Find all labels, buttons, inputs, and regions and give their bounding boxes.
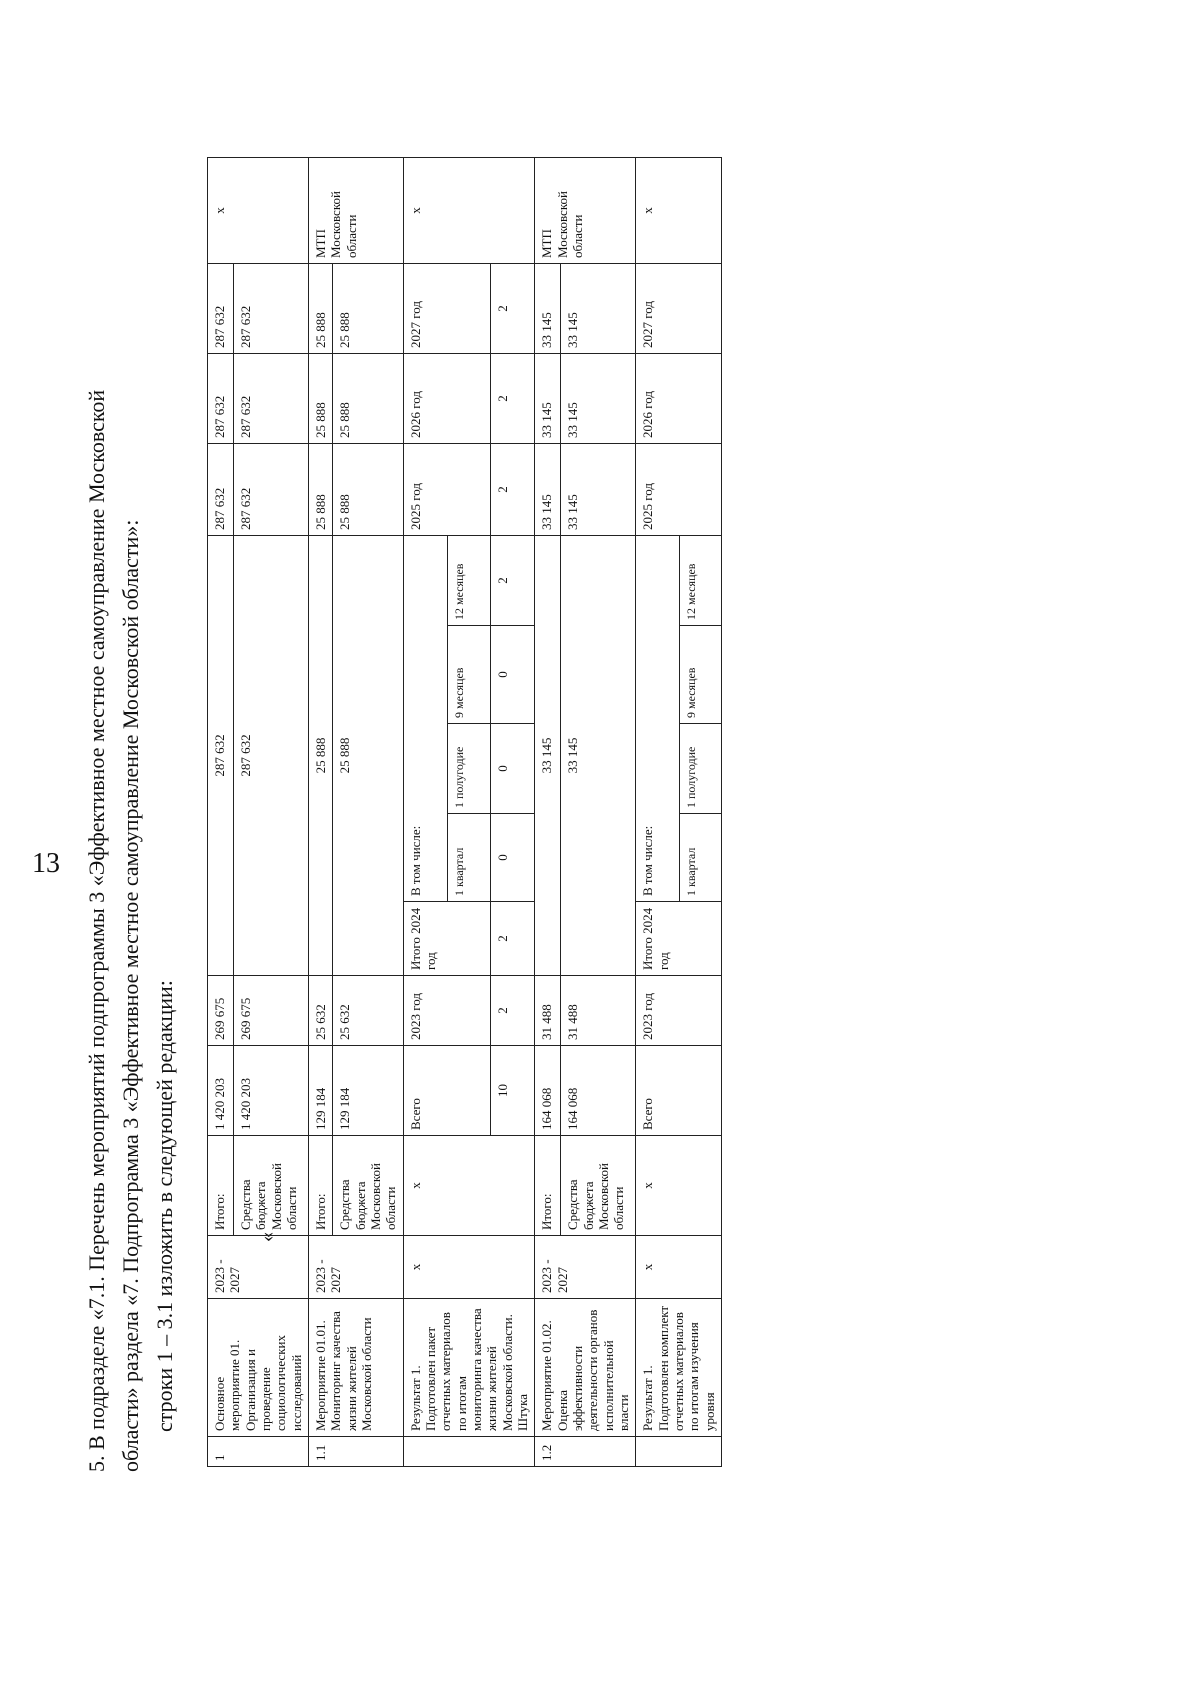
total-value: 129 184 <box>308 1046 332 1136</box>
y2023-value: 269 675 <box>208 976 234 1046</box>
quarter-value: 2 <box>490 536 535 626</box>
y2023-label: 2023 год <box>403 976 490 1046</box>
y2023-value: 31 488 <box>535 976 561 1046</box>
result-2024: 2 <box>490 902 535 976</box>
y2027-value: 33 145 <box>535 264 561 354</box>
total-value: 164 068 <box>535 1046 561 1136</box>
y2024-label: Итого 2024 год <box>403 902 490 976</box>
y2023-value: 25 632 <box>333 976 403 1046</box>
y2025-label: 2025 год <box>403 444 490 536</box>
y2026-value: 287 632 <box>233 354 308 444</box>
result-source: х <box>636 1136 722 1236</box>
y2023-label: 2023 год <box>636 976 722 1046</box>
table-row <box>636 158 680 1467</box>
source-budget: Средства бюджета Московской области <box>333 1136 403 1236</box>
y2025-value: 25 888 <box>308 444 332 536</box>
y2024-value: 33 145 <box>561 536 636 976</box>
y2027-value: 33 145 <box>561 264 636 354</box>
y2027-value: 25 888 <box>308 264 332 354</box>
result-2026: 2 <box>490 354 535 444</box>
period: 2023 - 2027 <box>208 1236 309 1299</box>
y2027-label: 2027 год <box>636 264 722 354</box>
y2025-value: 287 632 <box>208 444 234 536</box>
y2024-value: 287 632 <box>233 536 308 976</box>
period: 2023 - 2027 <box>308 1236 403 1299</box>
y2026-value: 287 632 <box>208 354 234 444</box>
y2023-value: 25 632 <box>308 976 332 1046</box>
total-value: 129 184 <box>333 1046 403 1136</box>
result-2025: 2 <box>490 444 535 536</box>
source-total: Итого: <box>208 1136 234 1236</box>
result-period: х <box>403 1236 535 1299</box>
executor: х <box>403 158 535 264</box>
y2027-value: 25 888 <box>333 264 403 354</box>
result-source: х <box>403 1136 535 1236</box>
y2025-value: 33 145 <box>535 444 561 536</box>
y2025-label: 2025 год <box>636 444 722 536</box>
section-heading <box>80 132 182 1472</box>
executor: х <box>208 158 309 264</box>
activity-name: Мероприятие 01.02. Оценка эффективности деятельности органов исполнительной власти <box>535 1299 636 1437</box>
y2026-label: 2026 год <box>636 354 722 444</box>
result-name: Результат 1. Подготовлен комплект отчетных материалов по итогам изучения уровня <box>636 1299 722 1437</box>
including-label: В том числе: <box>636 536 680 902</box>
y2023-value: 31 488 <box>561 976 636 1046</box>
period: 2023 - 2027 <box>535 1236 636 1299</box>
y2027-value: 287 632 <box>233 264 308 354</box>
y2027-value: 287 632 <box>208 264 234 354</box>
y2027-label: 2027 год <box>403 264 490 354</box>
table-row <box>308 158 332 1467</box>
including-label: В том числе: <box>403 536 448 902</box>
total-label: Всего <box>636 1046 722 1136</box>
result-total: 10 <box>490 1046 535 1136</box>
y2026-value: 33 145 <box>561 354 636 444</box>
quarter-label: 9 месяцев <box>448 626 490 724</box>
y2026-label: 2026 год <box>403 354 490 444</box>
open-quote: « <box>256 1232 278 1242</box>
executor: МТП Московской области <box>308 158 403 264</box>
table-row <box>535 158 561 1467</box>
y2025-value: 33 145 <box>561 444 636 536</box>
heading-line-3: строки 1 – 3.1 изложить в следующей редакции: <box>152 980 178 1432</box>
total-value: 1 420 203 <box>208 1046 234 1136</box>
y2024-value: 33 145 <box>535 536 561 976</box>
quarter-label: 12 месяцев <box>680 536 722 626</box>
y2026-value: 25 888 <box>333 354 403 444</box>
table-row <box>403 158 448 1467</box>
quarter-label: 1 полугодие <box>448 724 490 814</box>
y2025-value: 287 632 <box>233 444 308 536</box>
y2026-value: 25 888 <box>308 354 332 444</box>
y2026-value: 33 145 <box>535 354 561 444</box>
quarter-value: 0 <box>490 626 535 724</box>
row-number: 1.2 <box>535 1437 636 1467</box>
source-total: Итого: <box>535 1136 561 1236</box>
y2024-value: 25 888 <box>308 536 332 976</box>
executor: МТП Московской области <box>535 158 636 264</box>
activity-name: Основное мероприятие 01. Организация и проведение социологических исследований <box>208 1299 309 1437</box>
source-budget: Средства бюджета Московской области <box>233 1136 308 1236</box>
activity-name: Мероприятие 01.01. Мониторинг качества жизни жителей Московской области <box>308 1299 403 1437</box>
y2024-label: Итого 2024 год <box>636 902 722 976</box>
result-name: Результат 1. Подготовлен пакет отчетных материалов по итогам мониторинга качества жизни жителей Московской области. Штука <box>403 1299 535 1437</box>
y2024-value: 25 888 <box>333 536 403 976</box>
activities-table <box>207 157 722 1467</box>
total-value: 164 068 <box>561 1046 636 1136</box>
quarter-label: 1 квартал <box>680 814 722 902</box>
y2024-value: 287 632 <box>208 536 234 976</box>
result-2023: 2 <box>490 976 535 1046</box>
result-period: х <box>636 1236 722 1299</box>
source-budget: Средства бюджета Московской области <box>561 1136 636 1236</box>
total-value: 1 420 203 <box>233 1046 308 1136</box>
row-number: 1.1 <box>308 1437 403 1467</box>
quarter-value: 0 <box>490 814 535 902</box>
row-number: 1 <box>208 1437 309 1467</box>
page-number: 13 <box>32 848 60 879</box>
heading-line-1: 5. В подразделе «7.1. Перечень мероприятий подпрограммы 3 «Эффективное местное самоуправление Московской <box>84 389 109 1472</box>
result-2027: 2 <box>490 264 535 354</box>
executor: х <box>636 158 722 264</box>
y2025-value: 25 888 <box>333 444 403 536</box>
heading-line-2: области» раздела «7. Подпрограмма 3 «Эффективное местное самоуправление Московской области»: <box>118 519 144 1472</box>
quarter-label: 1 квартал <box>448 814 490 902</box>
table-row <box>208 158 234 1467</box>
y2023-value: 269 675 <box>233 976 308 1046</box>
quarter-label: 9 месяцев <box>680 626 722 724</box>
source-total: Итого: <box>308 1136 332 1236</box>
quarter-label: 1 полугодие <box>680 724 722 814</box>
total-label: Всего <box>403 1046 490 1136</box>
quarter-value: 0 <box>490 724 535 814</box>
quarter-label: 12 месяцев <box>448 536 490 626</box>
